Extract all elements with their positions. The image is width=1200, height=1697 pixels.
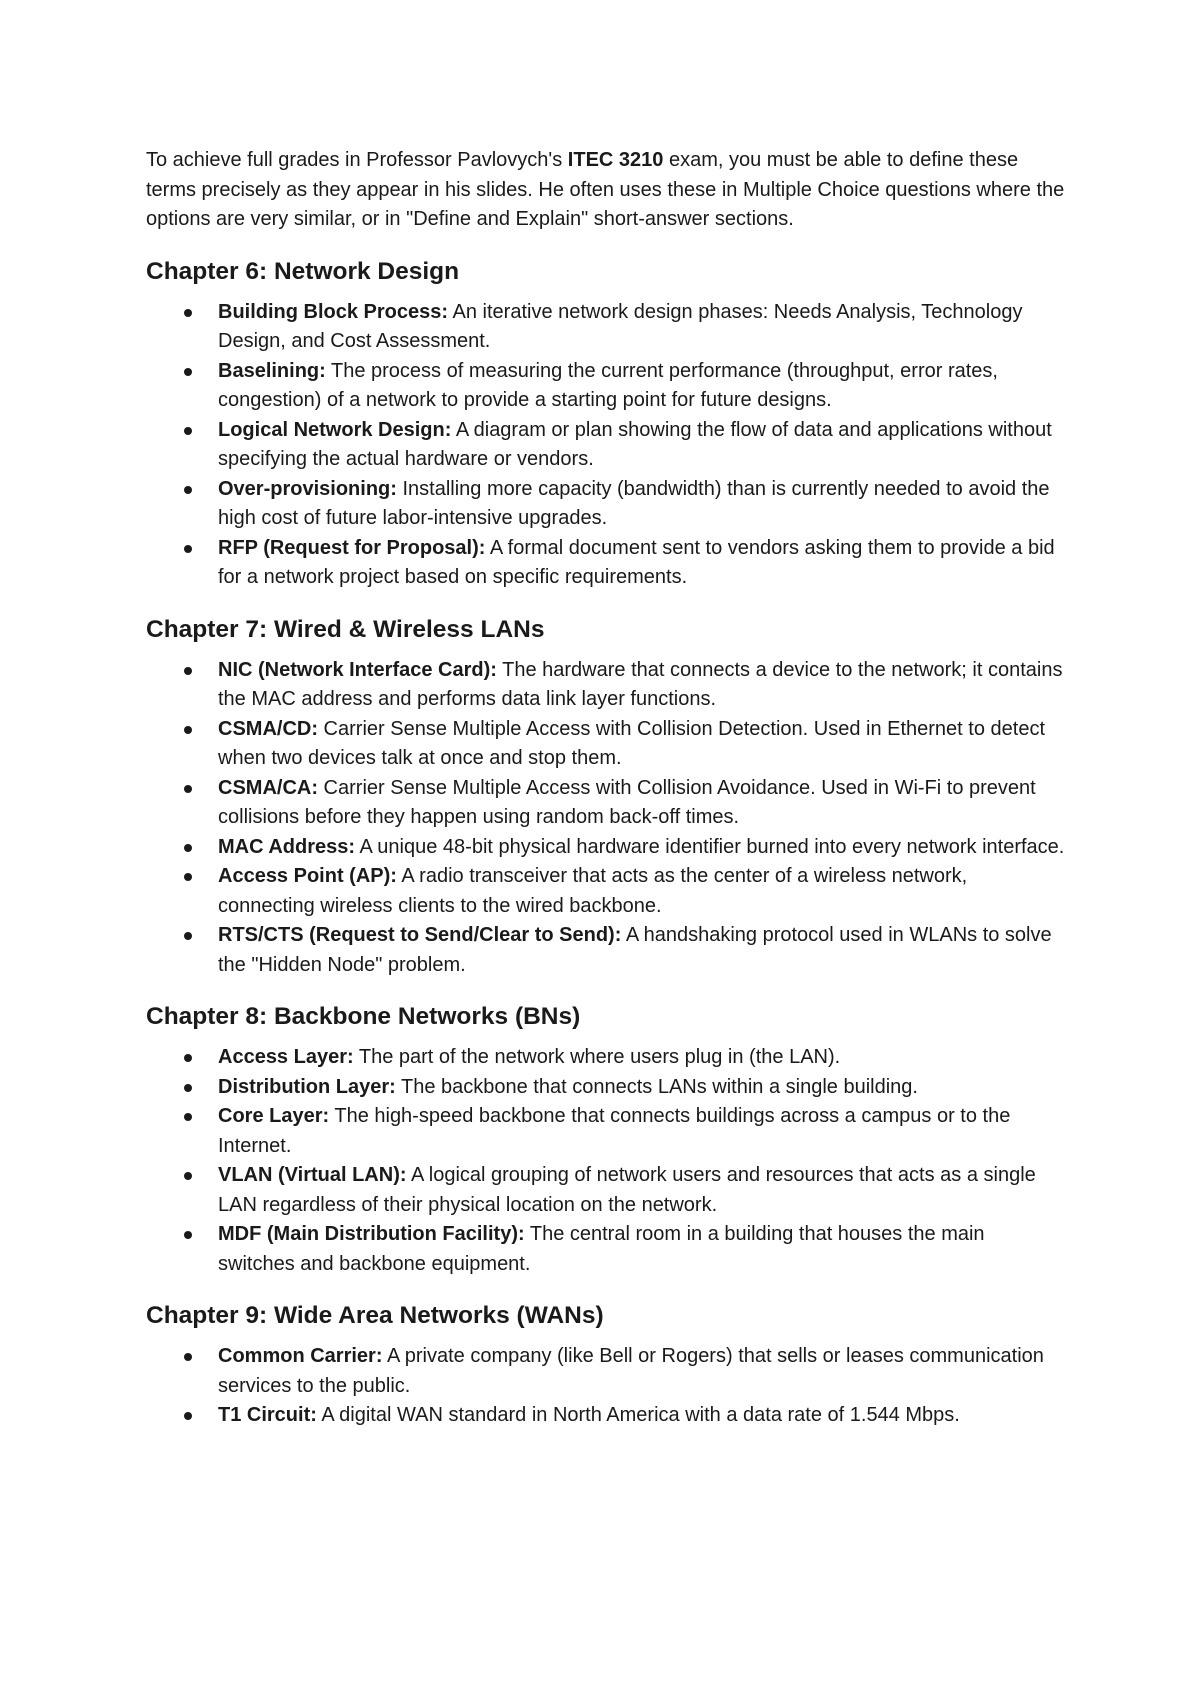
intro-text-after: exam, you must be able to define these terms precisely as they appear in his slides. He often uses these in Multiple Choice questions where the options are very similar, or in "Define and Explain" short-answer sections. <box>146 149 1065 230</box>
list-item <box>146 1401 1066 1431</box>
list-item <box>146 774 1066 833</box>
chapter-heading: Chapter 6: Network Design <box>146 257 460 285</box>
bullet-icon <box>184 1353 192 1361</box>
term-definition: The backbone that connects LANs within a single building. <box>395 1075 918 1098</box>
chapters-container <box>146 255 1066 1431</box>
term-label: Access Layer: <box>218 1046 354 1068</box>
term-label: VLAN (Virtual LAN): <box>218 1164 407 1186</box>
intro-paragraph <box>146 146 1066 235</box>
term-label: CSMA/CD: <box>218 717 318 740</box>
chapter-heading: Chapter 8: Backbone Networks (BNs) <box>146 1003 581 1030</box>
term-list <box>146 1342 1066 1431</box>
term-list <box>146 1043 1066 1279</box>
bullet-icon <box>184 368 192 376</box>
term-label: Common Carrier: <box>218 1345 383 1367</box>
term-definition: A logical grouping of network users and resources that acts as a single LAN regardless of their physical location on the network. <box>218 1164 1036 1216</box>
term-list <box>146 298 1066 593</box>
bullet-icon <box>184 1113 192 1121</box>
intro-text-before: To achieve full grades in Professor Pavlovych's <box>146 149 568 171</box>
term-label: Baselining: <box>218 359 326 382</box>
chapter-section <box>146 613 1066 981</box>
term-definition: The central room in a building that houses the main switches and backbone equipment. <box>218 1223 985 1275</box>
term-definition: A digital WAN standard in North America with a data rate of 1.544 Mbps. <box>316 1404 960 1426</box>
bullet-icon <box>184 844 192 852</box>
list-item <box>146 1102 1066 1161</box>
bullet-icon <box>184 1412 192 1420</box>
term-label: Building Block Process: <box>218 300 449 323</box>
term-label: T1 Circuit: <box>218 1404 317 1426</box>
bullet-icon <box>184 785 192 793</box>
term-label: Distribution Layer: <box>218 1075 396 1098</box>
term-definition: Carrier Sense Multiple Access with Collision Detection. Used in Ethernet to detect when two devices talk at once and stop them. <box>218 717 1046 769</box>
chapter-section <box>146 255 1066 593</box>
bullet-icon <box>184 427 192 435</box>
list-item <box>146 416 1066 475</box>
term-definition: A handshaking protocol used in WLANs to solve the "Hidden Node" problem. <box>218 924 1052 976</box>
list-item <box>146 1073 1066 1103</box>
term-definition: The hardware that connects a device to the network; it contains the MAC address and performs data link layer functions. <box>218 658 1063 710</box>
term-label: RFP (Request for Proposal): <box>218 536 486 559</box>
chapter-heading: Chapter 9: Wide Area Networks (WANs) <box>146 1302 604 1329</box>
term-label: CSMA/CA: <box>218 776 318 799</box>
list-item <box>146 475 1066 534</box>
bullet-icon <box>184 932 192 940</box>
bullet-icon <box>184 1172 192 1180</box>
list-item <box>146 298 1066 357</box>
term-definition: An iterative network design phases: Needs Analysis, Technology Design, and Cost Assessment. <box>218 300 1023 352</box>
list-item <box>146 1161 1066 1220</box>
term-label: Core Layer: <box>218 1105 330 1127</box>
term-definition: A formal document sent to vendors asking them to provide a bid for a network project based on specific requirements. <box>218 536 1055 588</box>
bullet-icon <box>184 667 192 675</box>
bullet-icon <box>184 726 192 734</box>
term-label: RTS/CTS (Request to Send/Clear to Send): <box>218 924 622 946</box>
term-definition: A private company (like Bell or Rogers) that sells or leases communication services to the public. <box>218 1345 1044 1397</box>
bullet-icon <box>184 309 192 317</box>
course-code: ITEC 3210 <box>567 149 664 171</box>
term-list <box>146 656 1066 981</box>
bullet-icon <box>184 545 192 553</box>
term-label: Logical Network Design: <box>218 418 452 441</box>
chapter-section <box>146 1000 1066 1279</box>
term-label: Access Point (AP): <box>218 865 397 887</box>
list-item <box>146 1043 1066 1073</box>
chapter-section <box>146 1299 1066 1431</box>
list-item <box>146 862 1066 921</box>
term-label: MAC Address: <box>218 835 356 858</box>
term-definition: A diagram or plan showing the flow of data and applications without specifying the actual hardware or vendors. <box>218 418 1052 470</box>
term-label: NIC (Network Interface Card): <box>218 658 497 681</box>
bullet-icon <box>184 1054 192 1062</box>
list-item <box>146 357 1066 416</box>
list-item <box>146 656 1066 715</box>
term-label: Over-provisioning: <box>218 477 397 500</box>
bullet-icon <box>184 1231 192 1239</box>
term-definition: A radio transceiver that acts as the center of a wireless network, connecting wireless clients to the wired backbone. <box>218 865 968 917</box>
list-item <box>146 1342 1066 1401</box>
bullet-icon <box>184 486 192 494</box>
list-item <box>146 534 1066 593</box>
term-definition: Installing more capacity (bandwidth) than is currently needed to avoid the high cost of future labor-intensive upgrades. <box>218 477 1050 529</box>
document-page <box>146 146 1066 1451</box>
list-item <box>146 1220 1066 1279</box>
term-label: MDF (Main Distribution Facility): <box>218 1223 525 1245</box>
term-definition: The process of measuring the current performance (throughput, error rates, congestion) of a network to provide a starting point for future designs. <box>218 359 998 411</box>
bullet-icon <box>184 873 192 881</box>
term-definition: A unique 48-bit physical hardware identifier burned into every network interface. <box>355 835 1065 858</box>
list-item <box>146 715 1066 774</box>
bullet-icon <box>184 1084 192 1092</box>
chapter-heading: Chapter 7: Wired & Wireless LANs <box>146 615 545 643</box>
list-item <box>146 921 1066 980</box>
term-definition: The part of the network where users plug in (the LAN). <box>353 1046 841 1068</box>
list-item <box>146 833 1066 863</box>
term-definition: Carrier Sense Multiple Access with Collision Avoidance. Used in Wi-Fi to prevent collisions before they happen using random back-off times. <box>218 776 1036 828</box>
term-definition: The high-speed backbone that connects buildings across a campus or to the Internet. <box>218 1105 1011 1157</box>
